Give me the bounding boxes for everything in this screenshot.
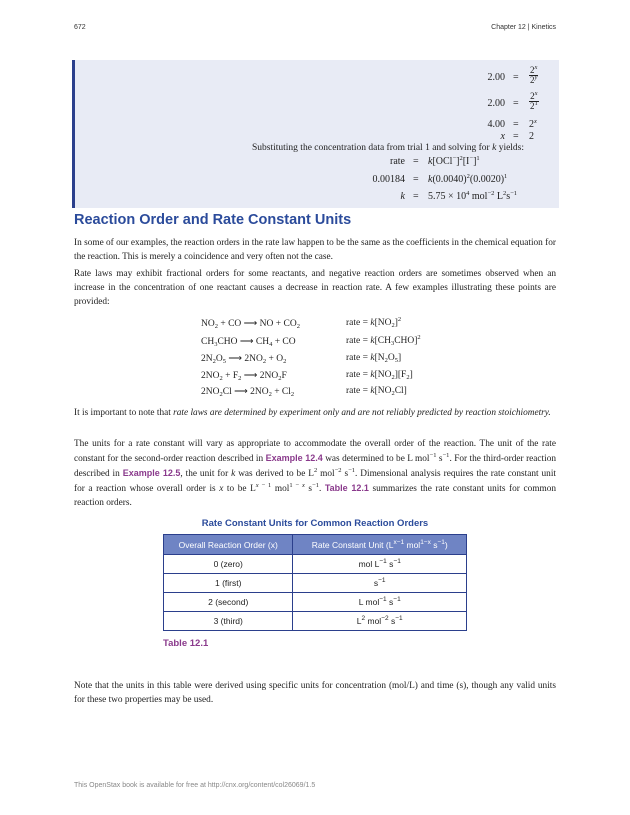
- table-title: Rate Constant Units for Common Reaction Orders: [201, 518, 429, 529]
- paragraph: The units for a rate constant will vary as appropriate to accommodate the overall order of the reaction. The unit of the rate constant for the second-order reaction described in Example 12.4 was determined to be L mol$^{-1}$ $s^{-1}$. For the third-order reaction described in Example 12.5, the unit for k was derived to be $L^2$ mol$^{-2}$ $s^{-1}$. Dimensional analysis requires the rate constant unit for a reaction whose overall order is x to be $L^{x - 1}$ mol$^{1 - x}$ $s^{-1}$. Table 12.1 summarizes the rate constant units for common reaction orders.: [74, 439, 557, 508]
- rate-law: rate = $k[NO_2]^2$: [346, 316, 402, 329]
- table-row: 0 (zero) mol $L^{-1}$ $s^{-1}$: [164, 555, 467, 574]
- equation-rhs: 2$^x$: [529, 118, 537, 130]
- equation-rhs: $k[OCl^-]^2[I^-]^1$: [428, 155, 480, 167]
- reaction-equation: $NO_2$ + CO ⟶ NO + $CO_2$: [201, 319, 300, 330]
- equation-op: =: [513, 98, 519, 109]
- equation-lhs: 2.00: [487, 98, 505, 109]
- table-caption[interactable]: Table 12.1: [163, 638, 209, 649]
- paragraph: It is important to note that rate laws are determined by experiment only and are not reliably predicted by reaction stoichiometry.: [74, 408, 551, 418]
- equation-lhs: 0.00184: [372, 174, 405, 185]
- table-link[interactable]: Table 12.1: [324, 483, 369, 493]
- equation-rhs: $k(0.0040)^2(0.0020)^1$: [428, 173, 508, 185]
- equation-op: =: [513, 131, 519, 142]
- equation-op: =: [413, 191, 419, 202]
- substitution-text: Substituting the concentration data from trial 1 and solving for k yields:: [252, 143, 525, 153]
- rate-constant-table: [163, 534, 467, 631]
- table-row: 1 (first) $s^{-1}$: [164, 574, 467, 593]
- equation-op: =: [513, 119, 519, 130]
- example-link[interactable]: Example 12.5: [122, 468, 181, 478]
- table-header-order: Overall Reaction Order (x): [164, 535, 293, 555]
- rate-law: rate = $k[NO_2][F_2]$: [346, 370, 413, 381]
- table-row: 3 (third) $L^2$ mol$^{-2}$ $s^{-1}$: [164, 612, 467, 631]
- example-box: [72, 60, 559, 208]
- reaction-equation: $2NO_2 + F_2$ ⟶ $2NO_2F$: [201, 371, 287, 382]
- reaction-equation: $2N_2O_5$ ⟶ $2NO_2 + O_2$: [201, 354, 287, 365]
- equation-lhs: rate: [390, 156, 405, 167]
- equation-op: =: [513, 72, 519, 83]
- equation-lhs: k: [400, 191, 405, 202]
- page-number: 672: [74, 24, 86, 31]
- chapter-header: Chapter 12 | Kinetics: [491, 24, 556, 31]
- page-footer: This OpenStax book is available for free at http://cnx.org/content/col26069/1.5: [74, 782, 316, 789]
- equation-rhs: $5.75 \times 10^4$ mol$^{-2}$ $L^2s^{-1}$: [428, 190, 518, 202]
- equation-rhs: $\frac{2^x}{2^1}$: [530, 90, 538, 111]
- table-row: 2 (second) L mol$^{-1}$ $s^{-1}$: [164, 593, 467, 612]
- paragraph: In some of our examples, the reaction orders in the rate law happen to be the same as the coefficients in the chemical equation for the reaction. This is merely a coincidence and very often not the case.: [74, 238, 556, 262]
- unit-expression: $L^2$ mol$^{-2}$ $s^{-1}$: [308, 467, 356, 479]
- section-heading: Reaction Order and Rate Constant Units: [74, 212, 352, 228]
- equation-rhs: 2: [529, 131, 534, 142]
- rate-law: rate = $k[N_2O_5]$: [346, 353, 402, 364]
- reaction-equation: $CH_3CHO$ ⟶ $CH_4$ + CO: [201, 337, 296, 348]
- equation-lhs: 4.00: [487, 119, 505, 130]
- rate-law: rate = $k[NO_2Cl]$: [346, 386, 407, 397]
- unit-expression: L mol$^{-1}$ $s^{-1}$: [407, 452, 450, 464]
- equation-lhs: x: [500, 131, 505, 142]
- reaction-equation: $2NO_2Cl$ ⟶ $2NO_2 + Cl_2$: [201, 387, 295, 398]
- paragraph: Note that the units in this table were derived using specific units for concentration (mol/L) and time (s), though any valid units for these two properties may be used.: [74, 681, 556, 705]
- rate-law: rate = $k[CH_3CHO]^2$: [346, 334, 421, 347]
- table-header-unit: Rate Constant Unit ($L^{x-1}$ mol$^{1-x}$ $s^{-1}$): [293, 535, 467, 555]
- example-link[interactable]: Example 12.4: [265, 453, 323, 463]
- equation-op: =: [413, 174, 419, 185]
- equation-lhs: 2.00: [487, 72, 505, 83]
- paragraph: Rate laws may exhibit fractional orders for some reactants, and negative reaction orders are sometimes observed when an increase in the concentration of one reactant causes a decrease in reaction rate. A few examples illustrating these points are provided:: [74, 269, 556, 307]
- equation-rhs: $\frac{2^x}{2^y}$: [530, 64, 538, 85]
- unit-expression: $L^{x - 1}$ mol$^{1 - x}$ $s^{-1}$.: [250, 482, 322, 494]
- equation-op: =: [413, 156, 419, 167]
